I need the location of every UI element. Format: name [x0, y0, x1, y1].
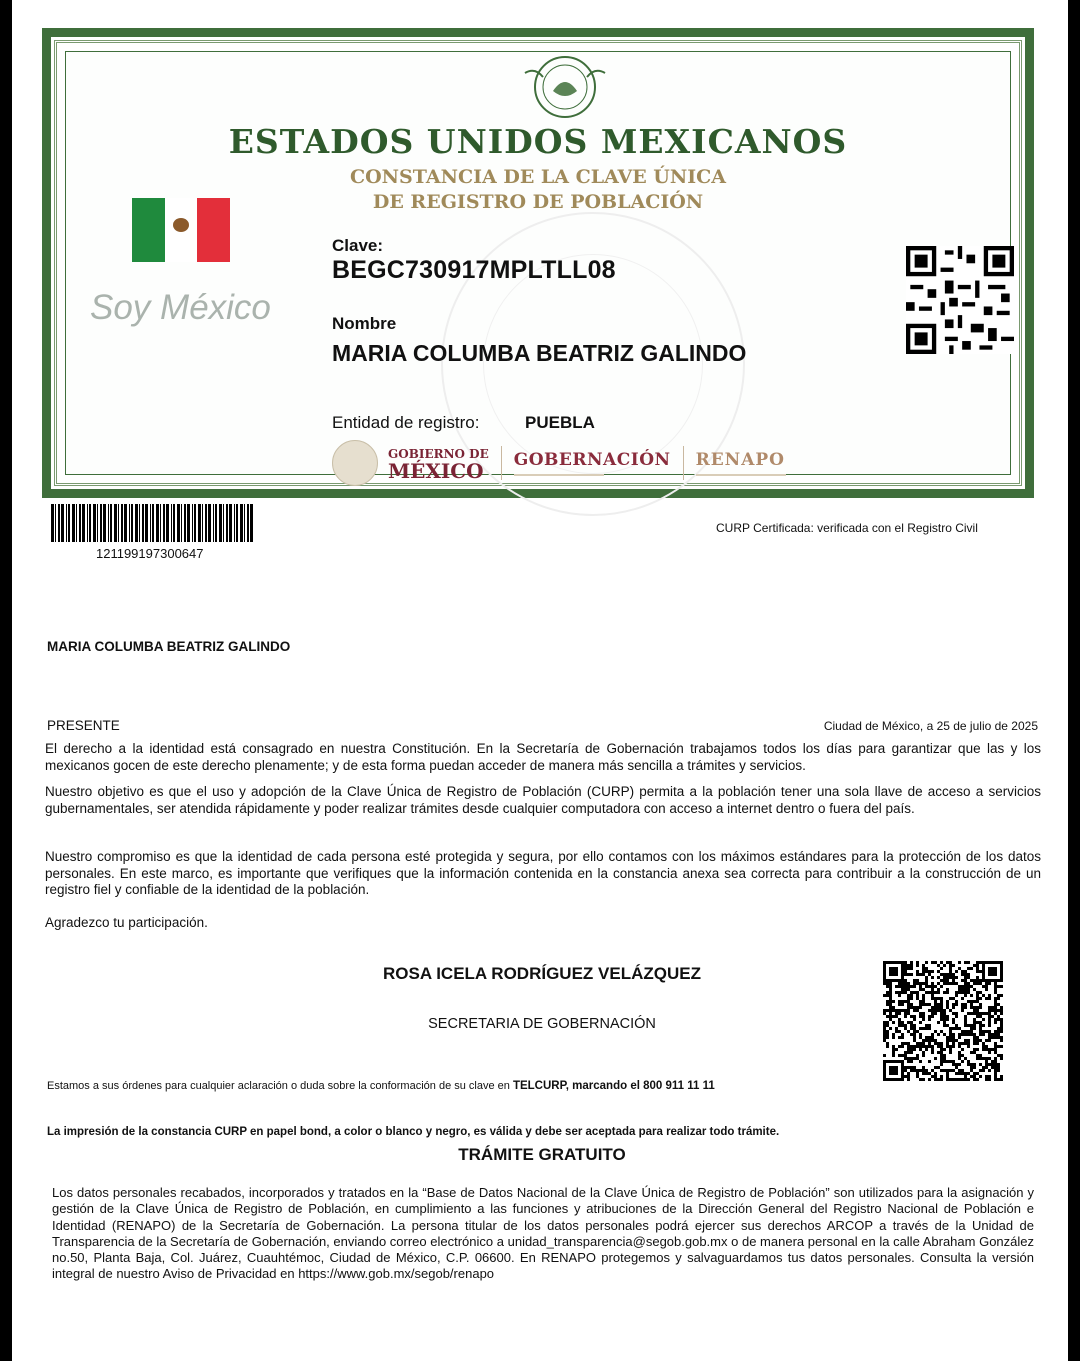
subtitle-line-1: CONSTANCIA DE LA CLAVE ÚNICA	[350, 166, 726, 188]
letter-paragraph-3: Nuestro compromiso es que la identidad de cada persona esté protegida y segura, por ello contamos con los máximos estándares para la protección de los datos personales. En este marco, es importante que verifiques que la información contenida en la constancia anexa sea correcta para contribuir a la construcción de un registro fiel y confiable de la identidad de la población.	[45, 849, 1041, 897]
entidad-label: Entidad de registro:	[332, 413, 480, 432]
privacy-notice: Los datos personales recabados, incorporados y tratados en la “Base de Datos Nacional de la Clave Única de Registro de Población” son utilizados para la asignación y gestión de la Clave Única de Registro de Población, en cumplimiento a las funciones y atribuciones de la Dirección General del Registro Nacional de Población e Identidad (RENAPO) de la Secretaría de Gobernación. La persona titular de los datos personales podrá ejercer sus derechos ARCOP a través de la Unidad de Transparencia de la Secretaría de Gobernación, enviando correo electrónico a unidad_transparencia@segob.gob.mx o de manera personal en la calle Abraham González no.50, Planta Baja, Col. Juárez, Cuauhtémoc, Ciudad de México, C.P. 06600. En RENAPO protegemos y salvaguardamos tus datos personales. Consulta la versión integral de nuestro Aviso de Privacidad en https://www.gob.mx/segob/renapo	[52, 1185, 1034, 1282]
mexican-flag-icon	[132, 198, 230, 262]
renapo-logo	[696, 450, 786, 476]
contact-line	[47, 1080, 715, 1092]
clave-label: Clave:	[332, 236, 384, 255]
gobernacion-logo-text: GOBERNACIÓN	[513, 450, 671, 470]
letter-paragraph-1: El derecho a la identidad está consagrado en nuestra Constitución. En la Secretaría de Gobernación trabajamos todos los días para garantizar que las y los mexicanos gocen de este derecho plenamente; y de esta forma puedan acceder de manera más sencilla a trámites y servicios.	[45, 741, 1041, 773]
bond-paper-notice: La impresión de la constancia CURP en papel bond, a color o blanco y negro, es válida y debe ser aceptada para realizar todo trámite.	[47, 1126, 780, 1138]
letter-paragraph-4: Agradezco tu participación.	[45, 915, 208, 930]
qr-code-icon	[906, 246, 1014, 354]
signer-name: ROSA ICELA RODRÍGUEZ VELÁZQUEZ	[383, 964, 701, 983]
curp-certificate	[42, 28, 1034, 498]
logo-divider	[683, 446, 684, 480]
gobierno-seal-icon	[332, 440, 378, 486]
free-procedure-label: TRÁMITE GRATUITO	[458, 1145, 626, 1164]
document-page	[12, 0, 1068, 1361]
government-logos	[332, 441, 786, 485]
subtitle-line-2: DE REGISTRO DE POBLACIÓN	[372, 191, 704, 213]
contact-text: Estamos a sus órdenes para cualquier aclaración o duda sobre la conformación de su clave en	[47, 1080, 510, 1092]
nombre-label: Nombre	[332, 314, 397, 333]
certified-note: CURP Certificada: verificada con el Registro Civil	[716, 521, 978, 535]
letter-date: Ciudad de México, a 25 de julio de 2025	[823, 719, 1038, 733]
slogan: Soy México	[90, 288, 271, 327]
logo-divider	[501, 446, 502, 480]
barcode-icon	[51, 504, 257, 542]
national-seal-icon	[521, 53, 609, 121]
certificate-inner	[65, 51, 1011, 483]
gobierno-logo-bottom: MÉXICO	[388, 459, 484, 483]
qr-code-icon	[883, 961, 1003, 1081]
renapo-logo-text: RENAPO	[695, 450, 785, 470]
entidad-value: PUEBLA	[525, 413, 595, 432]
contact-phone: TELCURP, marcando el 800 911 11 11	[512, 1080, 715, 1092]
certificate-title: ESTADOS UNIDOS MEXICANOS	[228, 122, 848, 161]
gobierno-logo-top: GOBIERNO DE	[388, 447, 489, 461]
nombre-value: MARIA COLUMBA BEATRIZ GALINDO	[332, 340, 747, 366]
gobierno-mexico-logo	[388, 446, 489, 483]
presente-label: PRESENTE	[47, 718, 120, 733]
letter-paragraph-2: Nuestro objetivo es que el uso y adopción de la Clave Única de Registro de Población (CURP) permita a la población tener una sola llave de acceso a servicios gubernamentales, ser atendida rápidamente y poder realizar trámites desde cualquier computadora con acceso a internet dentro o fuera del país.	[45, 784, 1041, 816]
barcode-number: 121199197300647	[96, 546, 204, 561]
gobernacion-logo	[514, 450, 671, 476]
signer-role: SECRETARIA DE GOBERNACIÓN	[428, 1016, 656, 1032]
clave-value: BEGC730917MPLTLL08	[332, 256, 616, 284]
addressee-name: MARIA COLUMBA BEATRIZ GALINDO	[47, 639, 291, 654]
